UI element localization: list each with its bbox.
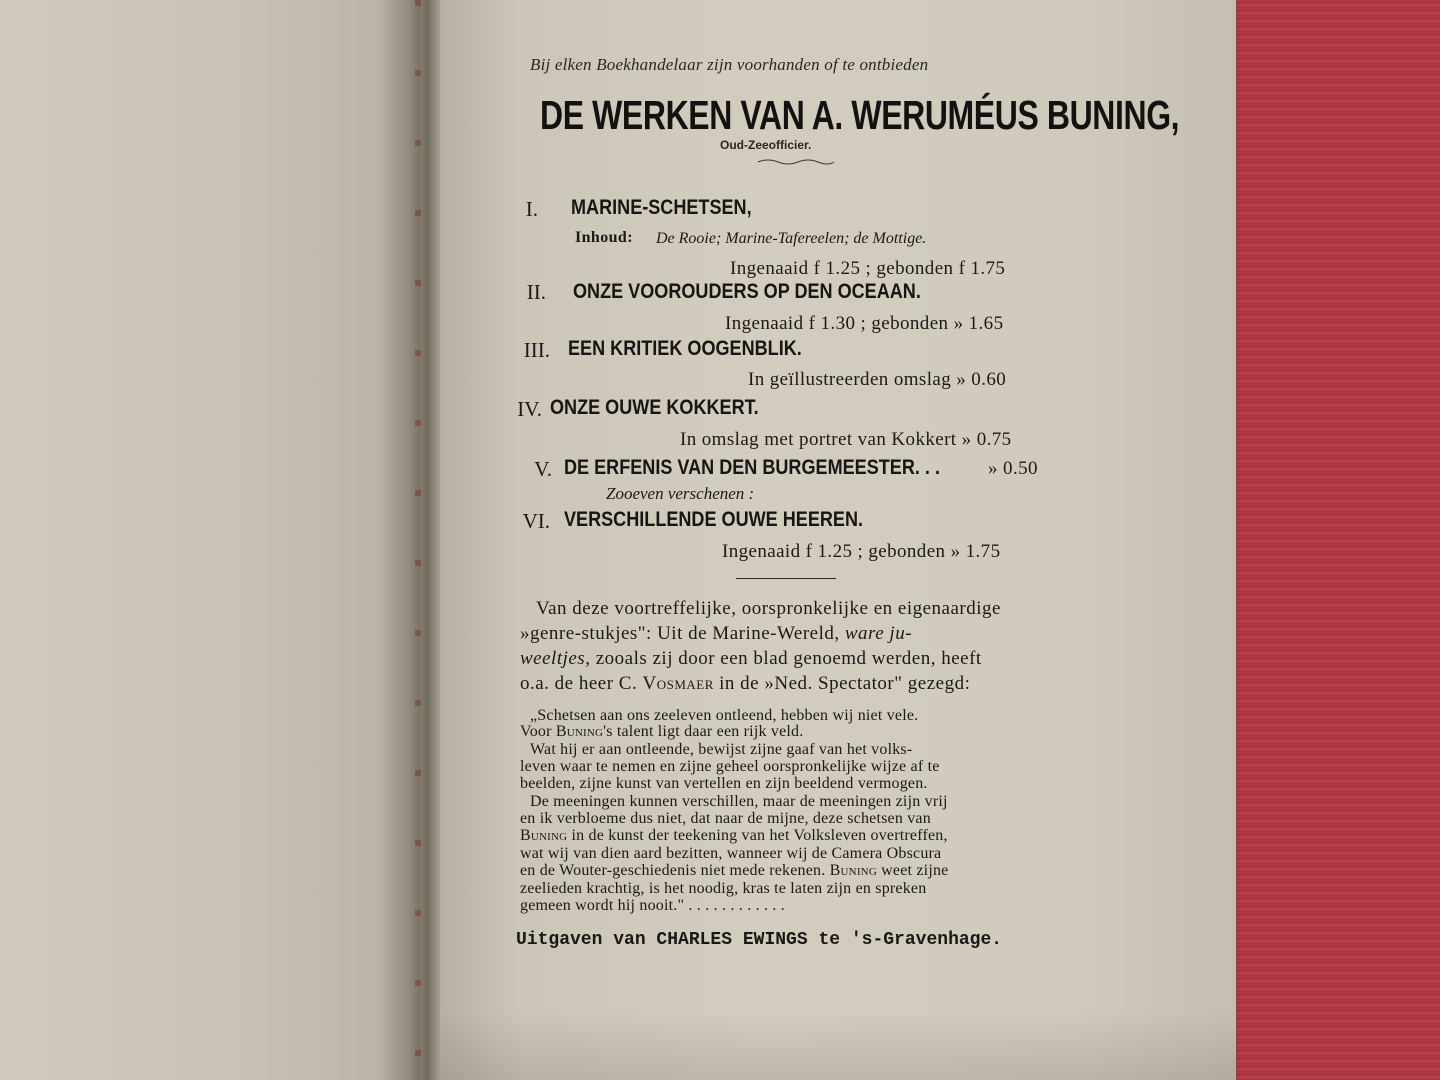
vosmaer-name: Vosmaer [642, 673, 714, 694]
work-6-number: VI. [522, 509, 550, 533]
quote-line-6: De meeningen kunnen verschillen, maar de meeningen zijn vrij [530, 793, 948, 810]
author-subtitle: Oud-Zeeofficier. [720, 138, 812, 152]
buning-name-2: Buning [520, 827, 568, 844]
page-bottom-shadow [440, 1010, 1236, 1080]
work-1-contents-label: Inhoud: [575, 229, 633, 246]
work-3-title: EEN KRITIEK OOGENBLIK. [568, 337, 802, 360]
left-page-binding-stitches [415, 0, 421, 1080]
work-4-number: IV. [517, 397, 542, 421]
work-5-number: V. [534, 457, 552, 481]
paragraph-line-4-text: o.a. de heer C. [520, 673, 638, 694]
paragraph-line-3 [520, 648, 982, 670]
work-6-price: Ingenaaid f 1.25 ; gebonden » 1.75 [722, 541, 1001, 562]
quote-line-9: wat wij van dien aard bezitten, wanneer wij de Camera Obscura [520, 845, 942, 862]
paragraph-line-1: Van deze voortreffelijke, oorspronkelijke en eigenaardige [536, 598, 1001, 619]
quote-line-11: zeelieden krachtig, is het noodig, kras te laten zijn en spreken [520, 880, 927, 897]
paragraph-line-4 [520, 673, 970, 695]
quote-line-7: en ik verbloeme dus niet, dat naar de mijne, deze schetsen van [520, 810, 931, 827]
work-3-number: III. [523, 338, 550, 362]
work-5-price: » 0.50 [988, 458, 1038, 479]
work-2-title: ONZE VOOROUDERS OP DEN OCEAAN. [573, 280, 921, 303]
left-blank-page [0, 0, 420, 1080]
just-published-note: Zooeven verschenen : [606, 484, 755, 503]
work-6-title: VERSCHILLENDE OUWE HEEREN. [564, 508, 864, 531]
paragraph-line-2 [520, 623, 912, 645]
quote-line-10-text: en de Wouter-geschiedenis niet mede rekenen. [520, 862, 826, 879]
work-1-price: Ingenaaid f 1.25 ; gebonden f 1.75 [730, 258, 1006, 279]
buning-name-1: Buning [555, 723, 604, 740]
section-rule [736, 578, 836, 579]
work-5-title: DE ERFENIS VAN DEN BURGEMEESTER. . . [564, 456, 940, 479]
work-3-price: In geïllustreerden omslag » 0.60 [748, 369, 1007, 390]
paragraph-line-2-text: »genre-stukjes": Uit de Marine-Wereld, [520, 623, 840, 644]
quote-line-8-text: in de kunst der teekening van het Volksleven overtreffen, [571, 827, 948, 844]
work-1-contents: De Rooie; Marine-Tafereelen; de Mottige. [656, 230, 927, 247]
page-title: DE WERKEN VAN A. WERUMÉUS BUNING, [540, 92, 1180, 138]
quote-line-2-rest: 's talent ligt daar een rijk veld. [603, 723, 804, 740]
quote-line-10 [520, 862, 948, 880]
ornament-divider [756, 157, 836, 167]
advertisement-page [440, 0, 1236, 1080]
quote-line-4: leven waar te nemen en zijne geheel oorspronkelijke wijze af te [520, 758, 940, 775]
quote-line-2-text: Voor [520, 723, 552, 740]
work-1-number: I. [525, 197, 538, 221]
paragraph-line-4-rest: in de »Ned. Spectator" gezegd: [719, 673, 971, 694]
quote-line-3: Wat hij er aan ontleende, bewijst zijne gaaf van het volks- [530, 741, 913, 758]
quote-line-2 [520, 723, 803, 741]
quote-line-10-rest: weet zijne [881, 862, 949, 879]
work-1-title: MARINE-SCHETSEN, [571, 196, 752, 219]
paragraph-line-2-italic: ware ju- [844, 623, 913, 644]
paragraph-line-3-text: zooals zij door een blad genoemd werden, heeft [595, 648, 982, 669]
work-2-number: II. [526, 280, 546, 304]
quote-line-8 [520, 827, 948, 845]
work-4-title: ONZE OUWE KOKKERT. [550, 396, 759, 419]
quote-line-5: beelden, zijne kunst van vertellen en zijn beeldend vermogen. [520, 775, 928, 792]
work-2-price: Ingenaaid f 1.30 ; gebonden » 1.65 [725, 313, 1004, 334]
quote-line-1: „Schetsen aan ons zeeleven ontleend, hebben wij niet vele. [530, 707, 919, 724]
quote-line-12: gemeen wordt hij nooit." . . . . . . . . . . . . [520, 897, 785, 914]
publisher-line: Uitgaven van CHARLES EWINGS te 's-Gravenhage. [516, 930, 1003, 950]
intro-line: Bij elken Boekhandelaar zijn voorhanden of te ontbieden [530, 55, 929, 74]
paragraph-line-3-italic: weeltjes, [520, 648, 591, 669]
work-4-price: In omslag met portret van Kokkert » 0.75 [680, 429, 1012, 450]
buning-name-3: Buning [829, 862, 877, 879]
